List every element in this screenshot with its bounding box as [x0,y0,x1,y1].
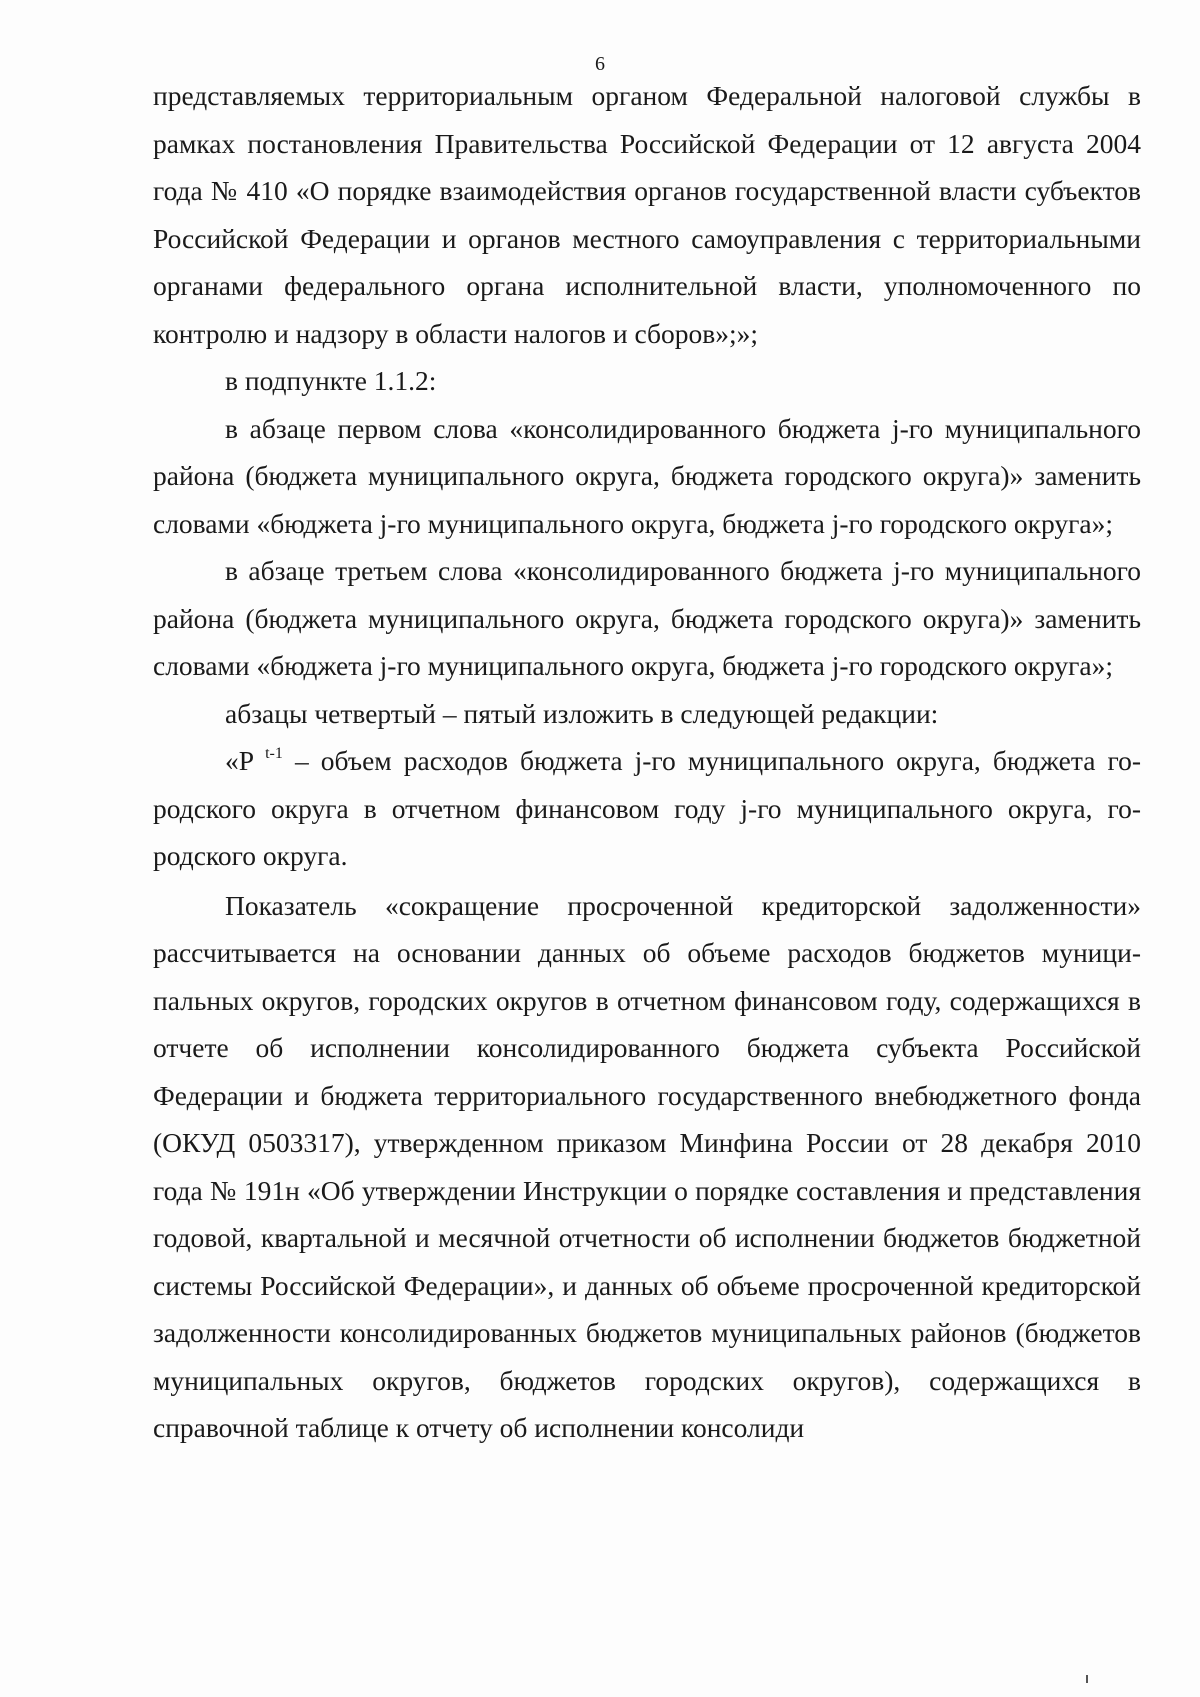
formula-superscript: t-1 [265,745,283,762]
paragraph-subpoint: в подпункте 1.1.2: [225,365,437,396]
paragraph-indicator: Показатель «сокращение просроченной кредиторской задолженности» рассчитывается на основании данных об объеме расходов бюджетов муниципальных округов, городских округов в отчетном финансовом году, содержащихся в отчете об исполнении консолидированного бюджета субъекта Российской Федерации и бюджета территориального государственного внебюджетного фонда (ОКУД 0503317), утвержденном приказом Минфина России от 28 декабря 2010 года № 191н «Об утверждении Инструкции о порядке составления и представления годовой, квартальной и месячной отчетности об исполнении бюджетов бюджетной системы Российской Федерации», и данных об объеме просроченной кредиторской задолженности консолидированных бюджетов муниципальных районов (бюджетов муниципальных округов, бюджетов городских округов), содержащихся в справочной таблице к отчету об исполнении консолиди [153,889,1141,1443]
scan-mark [1086,1675,1088,1683]
paragraph-fourth-fifth-abzac: абзацы четвертый – пятый изложить в следующей редакции: [225,697,939,729]
page-number: 6 [595,53,605,75]
paragraph-formula-definition [153,737,1141,880]
formula-definition-text: – объем расходов бюджета j-го муниципального округа, бюджета городского округа в отчетном финансовом году j-го муниципального округа, городского округа. [153,745,1141,871]
formula-symbol: «P [225,745,254,776]
paragraph-first-abzac: в абзаце первом слова «консолидированного бюджета j-го муниципального района (бюджета муниципального округа, бюджета городского округа)» заменить словами «бюджета j-го муниципального округа, бюджета j-го городского округа»; [153,412,1141,539]
paragraph-third-abzac: в абзаце третьем слова «консолидированного бюджета j-го муниципального района (бюджета муниципального округа, бюджета городского округа)» заменить словами «бюджета j-го муниципального округа, бюджета j-го городского округа»; [153,555,1141,681]
document-body [153,72,1141,1452]
paragraph-continuation: представляемых территориальным органом Федеральной налоговой службы в рамках постановления Правительства Российской Федерации от 12 августа 2004 года № 410 «О порядке взаимодействия органов государственной власти субъектов Российской Федерации и органов местного самоуправления с территориальными органами федерального органа исполнительной власти, уполномоченного по контролю и надзору в области налогов и сборов»;»; [153,80,1141,349]
